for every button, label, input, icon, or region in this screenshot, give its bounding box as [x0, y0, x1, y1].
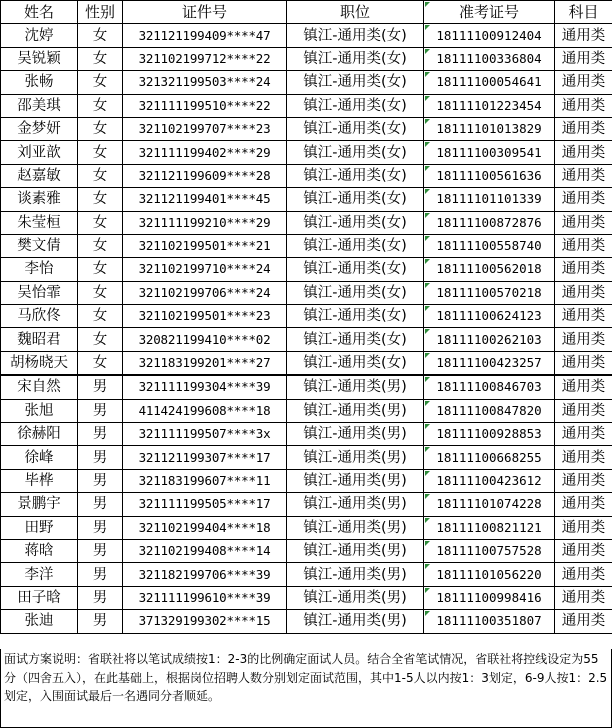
cell-id-number[interactable]: 321111199304****39	[123, 375, 287, 399]
cell-id-number[interactable]: 321102199712****22	[123, 47, 287, 70]
cell-name[interactable]: 李怡	[1, 258, 78, 281]
cell-exam-number[interactable]: 18111100561636	[424, 164, 555, 187]
table-row	[1, 446, 612, 469]
cell-subject[interactable]: 通用类	[555, 281, 612, 304]
table-row	[1, 188, 612, 211]
cell-name[interactable]: 李洋	[1, 563, 78, 586]
cell-gender[interactable]: 女	[78, 94, 123, 117]
table-row	[1, 469, 612, 492]
table-row	[1, 305, 612, 328]
cell-exam-number[interactable]: 18111101074228	[424, 493, 555, 516]
cell-subject[interactable]: 通用类	[555, 610, 612, 633]
header-exam-number[interactable]: 准考证号	[424, 1, 555, 24]
cell-position[interactable]: 镇江-通用类(女)	[287, 328, 424, 351]
cell-name[interactable]: 樊文倩	[1, 234, 78, 257]
cell-name[interactable]: 吴锐颖	[1, 47, 78, 70]
cell-id-number[interactable]: 321102199408****14	[123, 539, 287, 562]
cell-position[interactable]: 镇江-通用类(女)	[287, 47, 424, 70]
cell-name[interactable]: 张迪	[1, 610, 78, 633]
cell-subject[interactable]: 通用类	[555, 351, 612, 375]
cell-gender[interactable]: 男	[78, 446, 123, 469]
cell-subject[interactable]: 通用类	[555, 24, 612, 47]
cell-position[interactable]: 镇江-通用类(女)	[287, 234, 424, 257]
cell-exam-number[interactable]: 18111101101339	[424, 188, 555, 211]
cell-exam-number[interactable]: 18111100562018	[424, 258, 555, 281]
cell-id-number[interactable]: 321111199505****17	[123, 493, 287, 516]
cell-gender[interactable]: 女	[78, 351, 123, 375]
cell-id-number[interactable]: 321102199501****21	[123, 234, 287, 257]
cell-subject[interactable]: 通用类	[555, 446, 612, 469]
table-row	[1, 516, 612, 539]
cell-exam-number[interactable]: 18111100262103	[424, 328, 555, 351]
cell-gender[interactable]: 男	[78, 610, 123, 633]
cell-position[interactable]: 镇江-通用类(男)	[287, 469, 424, 492]
cell-gender[interactable]: 女	[78, 281, 123, 304]
cell-id-number[interactable]: 321183199201****27	[123, 351, 287, 375]
cell-name[interactable]: 马欣佟	[1, 305, 78, 328]
cell-subject[interactable]: 通用类	[555, 164, 612, 187]
cell-subject[interactable]: 通用类	[555, 423, 612, 446]
cell-name[interactable]: 邵美琪	[1, 94, 78, 117]
cell-position[interactable]: 镇江-通用类(女)	[287, 24, 424, 47]
cell-exam-number[interactable]: 18111100336804	[424, 47, 555, 70]
cell-subject[interactable]: 通用类	[555, 94, 612, 117]
table-row	[1, 164, 612, 187]
cell-exam-number[interactable]: 18111100846703	[424, 375, 555, 399]
cell-id-number[interactable]: 321321199503****24	[123, 71, 287, 94]
table-row	[1, 94, 612, 117]
cell-gender[interactable]: 男	[78, 539, 123, 562]
cell-subject[interactable]: 通用类	[555, 211, 612, 234]
cell-subject[interactable]: 通用类	[555, 117, 612, 140]
cell-position[interactable]: 镇江-通用类(男)	[287, 539, 424, 562]
cell-position[interactable]: 镇江-通用类(女)	[287, 258, 424, 281]
cell-position[interactable]: 镇江-通用类(女)	[287, 141, 424, 164]
cell-id-number[interactable]: 321183199607****11	[123, 469, 287, 492]
cell-exam-number[interactable]: 18111100872876	[424, 211, 555, 234]
cell-gender[interactable]: 女	[78, 71, 123, 94]
cell-position[interactable]: 镇江-通用类(男)	[287, 423, 424, 446]
cell-id-number[interactable]: 321121199409****47	[123, 24, 287, 47]
roster-body	[1, 24, 612, 633]
cell-position[interactable]: 镇江-通用类(女)	[287, 164, 424, 187]
cell-position[interactable]: 镇江-通用类(男)	[287, 446, 424, 469]
cell-id-number[interactable]: 321121199307****17	[123, 446, 287, 469]
cell-gender[interactable]: 男	[78, 493, 123, 516]
cell-gender[interactable]: 女	[78, 234, 123, 257]
cell-name[interactable]: 谈素雅	[1, 188, 78, 211]
cell-position[interactable]: 镇江-通用类(男)	[287, 493, 424, 516]
cell-id-number[interactable]: 321111199610****39	[123, 586, 287, 609]
header-row	[1, 1, 612, 24]
cell-id-number[interactable]: 321121199401****45	[123, 188, 287, 211]
table-row	[1, 258, 612, 281]
cell-gender[interactable]: 女	[78, 47, 123, 70]
cell-name[interactable]: 赵嘉敏	[1, 164, 78, 187]
cell-name[interactable]: 刘亚歆	[1, 141, 78, 164]
table-row	[1, 328, 612, 351]
cell-id-number[interactable]: 321121199609****28	[123, 164, 287, 187]
cell-name[interactable]: 金梦妍	[1, 117, 78, 140]
table-row	[1, 71, 612, 94]
table-row	[1, 281, 612, 304]
cell-gender[interactable]: 男	[78, 516, 123, 539]
cell-name[interactable]: 田子晗	[1, 586, 78, 609]
cell-position[interactable]: 镇江-通用类(男)	[287, 586, 424, 609]
cell-subject[interactable]: 通用类	[555, 305, 612, 328]
cell-id-number[interactable]: 321111199210****29	[123, 211, 287, 234]
cell-gender[interactable]: 女	[78, 328, 123, 351]
cell-exam-number[interactable]: 18111100668255	[424, 446, 555, 469]
cell-gender[interactable]: 男	[78, 423, 123, 446]
header-gender[interactable]: 性别	[78, 1, 123, 24]
cell-subject[interactable]: 通用类	[555, 493, 612, 516]
cell-id-number[interactable]: 321111199507****3x	[123, 423, 287, 446]
cell-name[interactable]: 胡杨晓天	[1, 351, 78, 375]
table-row	[1, 399, 612, 422]
cell-name[interactable]: 徐峰	[1, 446, 78, 469]
header-name[interactable]: 姓名	[1, 1, 78, 24]
cell-gender[interactable]: 男	[78, 469, 123, 492]
cell-id-number[interactable]: 321182199706****39	[123, 563, 287, 586]
cell-subject[interactable]: 通用类	[555, 71, 612, 94]
cell-gender[interactable]: 男	[78, 586, 123, 609]
cell-exam-number[interactable]: 18111100847820	[424, 399, 555, 422]
cell-subject[interactable]: 通用类	[555, 539, 612, 562]
cell-position[interactable]: 镇江-通用类(女)	[287, 188, 424, 211]
cell-name[interactable]: 蒋晗	[1, 539, 78, 562]
cell-exam-number[interactable]: 18111101056220	[424, 563, 555, 586]
cell-position[interactable]: 镇江-通用类(男)	[287, 375, 424, 399]
cell-subject[interactable]: 通用类	[555, 469, 612, 492]
table-row	[1, 211, 612, 234]
cell-exam-number[interactable]: 18111100998416	[424, 586, 555, 609]
cell-gender[interactable]: 女	[78, 211, 123, 234]
cell-position[interactable]: 镇江-通用类(女)	[287, 71, 424, 94]
cell-exam-number[interactable]: 18111100054641	[424, 71, 555, 94]
table-row	[1, 423, 612, 446]
table-row	[1, 539, 612, 562]
cell-subject[interactable]: 通用类	[555, 586, 612, 609]
cell-id-number[interactable]: 321111199402****29	[123, 141, 287, 164]
cell-name[interactable]: 田野	[1, 516, 78, 539]
cell-exam-number[interactable]: 18111100624123	[424, 305, 555, 328]
cell-subject[interactable]: 通用类	[555, 563, 612, 586]
table-row	[1, 234, 612, 257]
cell-gender[interactable]: 女	[78, 188, 123, 211]
cell-name[interactable]: 张畅	[1, 71, 78, 94]
cell-id-number[interactable]: 321102199501****23	[123, 305, 287, 328]
cell-id-number[interactable]: 321102199707****23	[123, 117, 287, 140]
cell-exam-number[interactable]: 18111100558740	[424, 234, 555, 257]
cell-name[interactable]: 朱莹桓	[1, 211, 78, 234]
cell-exam-number[interactable]: 18111100309541	[424, 141, 555, 164]
cell-subject[interactable]: 通用类	[555, 47, 612, 70]
cell-gender[interactable]: 女	[78, 258, 123, 281]
table-row	[1, 586, 612, 609]
table-row	[1, 24, 612, 47]
cell-gender[interactable]: 女	[78, 164, 123, 187]
cell-subject[interactable]: 通用类	[555, 258, 612, 281]
cell-gender[interactable]: 女	[78, 24, 123, 47]
cell-gender[interactable]: 男	[78, 399, 123, 422]
cell-id-number[interactable]: 321102199404****18	[123, 516, 287, 539]
cell-subject[interactable]: 通用类	[555, 234, 612, 257]
cell-gender[interactable]: 男	[78, 375, 123, 399]
table-row	[1, 610, 612, 633]
cell-id-number[interactable]: 371329199302****15	[123, 610, 287, 633]
header-position[interactable]: 职位	[287, 1, 424, 24]
table-row	[1, 351, 612, 375]
interview-plan-note[interactable]: 面试方案说明：省联社将以笔试成绩按1：2-3的比例确定面试人员。结合全省笔试情况，省联社将控线设定为55分（四舍五入），在此基础上，根据岗位招聘人数分别划定面试范围，其中1-5人以内按1：3划定，6-9人按1：2.5划定，入围面试最后一名遇同分者顺延。	[0, 649, 612, 728]
table-row	[1, 141, 612, 164]
cell-exam-number[interactable]: 18111100423612	[424, 469, 555, 492]
cell-position[interactable]: 镇江-通用类(男)	[287, 399, 424, 422]
cell-exam-number[interactable]: 18111100351807	[424, 610, 555, 633]
cell-name[interactable]: 景鹏宇	[1, 493, 78, 516]
cell-position[interactable]: 镇江-通用类(女)	[287, 351, 424, 375]
cell-gender[interactable]: 女	[78, 117, 123, 140]
cell-name[interactable]: 毕桦	[1, 469, 78, 492]
cell-exam-number[interactable]: 18111101013829	[424, 117, 555, 140]
cell-name[interactable]: 吴怡霏	[1, 281, 78, 304]
cell-position[interactable]: 镇江-通用类(女)	[287, 117, 424, 140]
cell-name[interactable]: 沈婷	[1, 24, 78, 47]
cell-name[interactable]: 宋自然	[1, 375, 78, 399]
cell-exam-number[interactable]: 18111100570218	[424, 281, 555, 304]
cell-exam-number[interactable]: 18111100928853	[424, 423, 555, 446]
table-row	[1, 563, 612, 586]
cell-subject[interactable]: 通用类	[555, 141, 612, 164]
cell-id-number[interactable]: 321102199706****24	[123, 281, 287, 304]
cell-subject[interactable]: 通用类	[555, 188, 612, 211]
header-id-number[interactable]: 证件号	[123, 1, 287, 24]
cell-name[interactable]: 张旭	[1, 399, 78, 422]
table-row	[1, 47, 612, 70]
cell-position[interactable]: 镇江-通用类(男)	[287, 516, 424, 539]
cell-gender[interactable]: 女	[78, 141, 123, 164]
cell-id-number[interactable]: 320821199410****02	[123, 328, 287, 351]
cell-position[interactable]: 镇江-通用类(女)	[287, 211, 424, 234]
table-row	[1, 117, 612, 140]
cell-name[interactable]: 徐赫阳	[1, 423, 78, 446]
cell-id-number[interactable]: 321102199710****24	[123, 258, 287, 281]
cell-subject[interactable]: 通用类	[555, 516, 612, 539]
cell-exam-number[interactable]: 18111100821121	[424, 516, 555, 539]
cell-id-number[interactable]: 321111199510****22	[123, 94, 287, 117]
cell-exam-number[interactable]: 18111100912404	[424, 24, 555, 47]
cell-exam-number[interactable]: 18111100423257	[424, 351, 555, 375]
cell-position[interactable]: 镇江-通用类(男)	[287, 563, 424, 586]
cell-position[interactable]: 镇江-通用类(女)	[287, 305, 424, 328]
table-row	[1, 493, 612, 516]
cell-exam-number[interactable]: 18111101223454	[424, 94, 555, 117]
table-row	[1, 375, 612, 399]
cell-position[interactable]: 镇江-通用类(男)	[287, 610, 424, 633]
header-subject[interactable]: 科目	[555, 1, 612, 24]
cell-subject[interactable]: 通用类	[555, 375, 612, 399]
cell-gender[interactable]: 女	[78, 305, 123, 328]
cell-position[interactable]: 镇江-通用类(女)	[287, 281, 424, 304]
cell-subject[interactable]: 通用类	[555, 328, 612, 351]
cell-id-number[interactable]: 411424199608****18	[123, 399, 287, 422]
cell-exam-number[interactable]: 18111100757528	[424, 539, 555, 562]
cell-position[interactable]: 镇江-通用类(女)	[287, 94, 424, 117]
cell-subject[interactable]: 通用类	[555, 399, 612, 422]
cell-gender[interactable]: 男	[78, 563, 123, 586]
cell-name[interactable]: 魏昭君	[1, 328, 78, 351]
